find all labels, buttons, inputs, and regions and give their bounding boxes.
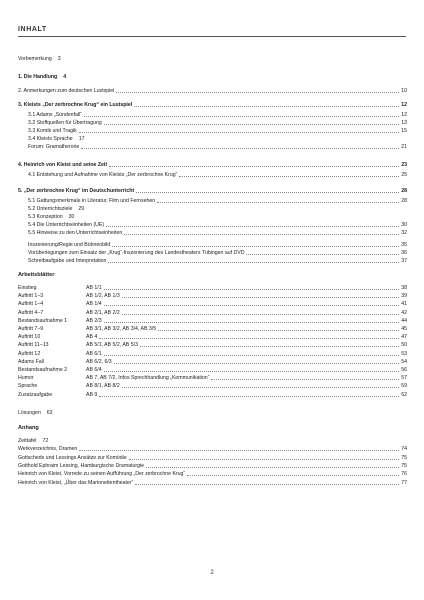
- toc-entry-label: Zeittafel: [18, 437, 37, 444]
- toc-subentry: [18, 213, 407, 221]
- arbeitsblatt-ref: AB 6/1: [86, 350, 102, 357]
- toc-subentry: [18, 205, 407, 213]
- anhang-entry: [18, 445, 407, 453]
- arbeitsblatt-page: 59: [401, 383, 407, 390]
- arbeitsblatt-row: [18, 350, 407, 358]
- arbeitsblatt-row: [18, 284, 407, 292]
- leader-dots: [114, 358, 400, 364]
- arbeitsblatt-ref: AB 1/4: [86, 301, 102, 308]
- leader-dots: [99, 333, 399, 339]
- toc-entry-page: 28: [401, 188, 407, 194]
- toc-entry-label: Werkverzeichnis, Dramen: [18, 446, 78, 453]
- arbeitsblatt-ref: AB 4: [86, 334, 98, 341]
- toc-entry-page: 72: [42, 437, 49, 444]
- toc-entry-loesungen: [18, 409, 407, 417]
- leader-dots: [81, 143, 399, 149]
- toc-entry-page: 75: [401, 463, 407, 469]
- arbeitsblatt-label: Adams Fall: [18, 358, 44, 365]
- toc-entry-label: 4. Heinrich von Kleist und seine Zeit: [18, 162, 108, 168]
- toc-subentry: [18, 241, 407, 249]
- toc-entry-label: Vorbemerkung: [18, 56, 52, 62]
- arbeitsblatt-page: 50: [401, 342, 407, 349]
- leader-dots: [140, 341, 399, 347]
- arbeitsblatt-label: Auftritt 1–4: [18, 301, 44, 308]
- toc-entry-label: Heinrich von Kleist, „Über das Marionettentheater“: [18, 479, 134, 486]
- arbeitsblatt-row: [18, 333, 407, 341]
- toc-section: [18, 187, 407, 195]
- toc-entry-page: 12: [401, 112, 407, 118]
- leader-dots: [99, 391, 399, 397]
- arbeitsblatt-page: 54: [401, 358, 407, 365]
- anhang-entry: [18, 454, 407, 462]
- leader-dots: [158, 325, 399, 331]
- arbeitsblatt-label: Auftritt 4–7: [18, 309, 44, 316]
- arbeitsblatt-page: 44: [401, 317, 407, 324]
- anhang-heading: Anhang: [18, 424, 39, 431]
- toc-subentry: [18, 127, 407, 135]
- toc-entry-page: 74: [401, 446, 407, 453]
- toc-entry-page: 17: [78, 136, 85, 142]
- arbeitsblatt-ref: AB 6/2, 6/3: [86, 358, 112, 365]
- leader-dots: [112, 241, 399, 247]
- leader-dots: [104, 284, 400, 290]
- toc-entry-page: 13: [401, 120, 407, 126]
- arbeitsblatt-page: 45: [401, 326, 407, 332]
- toc-entry-vorbemerkung: [18, 55, 407, 63]
- arbeitsblatt-page: 56: [401, 367, 407, 373]
- arbeitsblatt-page: 47: [401, 334, 407, 341]
- leader-dots: [84, 111, 399, 117]
- leader-dots: [122, 309, 399, 315]
- arbeitsblatt-row: [18, 341, 407, 349]
- toc-entry-label: Heinrich von Kleist, Vorrede zu seinen Aufführung „Der zerbrochne Krug“: [18, 471, 186, 478]
- arbeitsblatt-row: [18, 366, 407, 374]
- toc-entry-label: 3.3 Komik und Tragik: [28, 128, 77, 134]
- toc-entry-page: 12: [401, 102, 407, 108]
- toc-section: [18, 73, 407, 81]
- leader-dots: [104, 119, 399, 125]
- toc-entry-page: 4: [63, 74, 67, 80]
- arbeitsblatt-row: [18, 374, 407, 382]
- arbeitsblatt-page: 53: [401, 350, 407, 357]
- leader-dots: [104, 317, 400, 323]
- leader-dots: [104, 350, 400, 356]
- arbeitsblatt-label: Auftritt 7–9: [18, 326, 44, 332]
- arbeitsblatt-label: Sprache: [18, 383, 38, 390]
- toc-entry-page: 76: [401, 471, 407, 478]
- toc-entry-label: Forum: Gramatherorie: [28, 144, 80, 150]
- arbeitsblatt-label: Bestandsaufnahme 1: [18, 317, 68, 324]
- arbeitsblatt-ref: AB 3/1, AB 3/2, AB 3/4, AB 3/5: [86, 326, 157, 332]
- arbeitsblatt-label: Bestandsaufnahme 2: [18, 367, 68, 373]
- toc-subentry: [18, 229, 407, 237]
- toc-entry-label: 2. Anmerkungen zum deutschen Lustspiel: [18, 88, 115, 94]
- toc-subentry: [18, 111, 407, 119]
- toc-subentry: [18, 171, 407, 179]
- arbeitsblatt-row: [18, 309, 407, 317]
- anhang-entry: [18, 437, 407, 445]
- arbeitsblatt-ref: AB 1/2, AB 1/3: [86, 293, 120, 300]
- arbeitsblatt-ref: AB 6/4: [86, 367, 102, 373]
- leader-dots: [136, 187, 399, 193]
- toc-entry-label: Gottscheds und Lessings Ansätze zur Komödie: [18, 454, 127, 461]
- arbeitsblatt-label: Zusatzaufgabe: [18, 391, 53, 398]
- toc-entry-label: 3.2 Stoffquellen für Übertragung: [28, 120, 102, 126]
- toc-entry-page: 77: [401, 479, 407, 486]
- leader-dots: [79, 127, 399, 133]
- arbeitsblatt-ref: AB 2/3: [86, 317, 102, 324]
- header-divider: [18, 36, 406, 37]
- toc-subentry: [18, 135, 407, 143]
- toc-entry-label: 5.5 Hinweise zu den Unterrichtseinheiten: [28, 230, 123, 236]
- toc-entry-page: 23: [401, 162, 407, 168]
- arbeitsblatt-row: [18, 382, 407, 390]
- toc-subentry: [18, 143, 407, 151]
- leader-dots: [104, 300, 400, 306]
- toc-entry-page: 30: [401, 222, 407, 228]
- arbeitsblatt-ref: AB 8/1, AB 8/2: [86, 383, 120, 390]
- toc-entry-label: Vorüberlegungen zum Einsatz der „Krug“-Inszenierung des Landestheaters Tübingen auf DVD: [28, 250, 245, 256]
- toc-entry-page: 35: [401, 242, 407, 248]
- toc-entry-label: Inszenierung/Regie und Bühnenbild: [28, 242, 111, 248]
- arbeitsblatt-ref: AB 1/1: [86, 285, 102, 291]
- leader-dots: [104, 366, 400, 372]
- leader-dots: [122, 292, 399, 298]
- leader-dots: [79, 445, 399, 451]
- leader-dots: [109, 161, 399, 167]
- toc-entry-page: 37: [401, 258, 407, 264]
- arbeitsblatt-row: [18, 391, 407, 399]
- arbeitsblatt-ref: AB 7, AB 7/2, Infos Sprechhandlung „Kommunikation“: [86, 375, 210, 382]
- toc-subentry: [18, 221, 407, 229]
- arbeitsblatt-page: 62: [401, 391, 407, 398]
- leader-dots: [129, 454, 400, 460]
- toc-subentry: [18, 249, 407, 257]
- arbeitsblatt-label: Einstieg: [18, 285, 37, 291]
- toc-entry-label: 3.1 Adams „Sündenfall“: [28, 112, 82, 118]
- leader-dots: [106, 221, 399, 227]
- arbeitsblatt-page: 42: [401, 309, 407, 316]
- anhang-entry: [18, 479, 407, 487]
- leader-dots: [124, 229, 399, 235]
- toc-entry-label: 5. „Der zerbrochne Krug“ im Deutschunterricht: [18, 188, 135, 194]
- arbeitsblatt-ref: AB 9: [86, 391, 98, 398]
- toc-entry-page: 30: [68, 214, 75, 220]
- arbeitsblatt-row: [18, 292, 407, 300]
- toc-entry-page: 29: [78, 206, 85, 212]
- arbeitsblaetter-heading: Arbeitsblätter: [18, 272, 55, 278]
- leader-dots: [146, 462, 399, 468]
- leader-dots: [246, 249, 399, 255]
- arbeitsblatt-page: 57: [401, 375, 407, 382]
- leader-dots: [179, 171, 399, 177]
- toc-section: [18, 87, 407, 95]
- arbeitsblatt-label: Auftritt 11–13: [18, 342, 49, 349]
- toc-entry-page: 32: [401, 230, 407, 236]
- toc-entry-page: 75: [401, 454, 407, 461]
- toc-entry-page: 3: [57, 56, 61, 62]
- toc-entry-page: 28: [401, 198, 407, 204]
- toc-entry-label: 3.4 Kleists Sprache: [28, 136, 73, 142]
- arbeitsblatt-label: Auftritt 1–3: [18, 293, 44, 300]
- toc-section: [18, 161, 407, 169]
- page-number: 2: [210, 570, 214, 576]
- arbeitsblatt-label: Auftritt 10: [18, 334, 41, 341]
- arbeitsblatt-label: Humor: [18, 375, 34, 382]
- toc-entry-label: 1. Die Handlung: [18, 74, 58, 80]
- arbeitsblatt-row: [18, 358, 407, 366]
- leader-dots: [122, 382, 399, 388]
- anhang-entry: [18, 470, 407, 478]
- toc-subentry: [18, 257, 407, 265]
- anhang-entry: [18, 462, 407, 470]
- leader-dots: [108, 257, 399, 263]
- arbeitsblatt-page: 39: [401, 293, 407, 300]
- leader-dots: [116, 87, 399, 93]
- arbeitsblatt-row: [18, 300, 407, 308]
- leader-dots: [211, 374, 399, 380]
- page-header-title: INHALT: [18, 26, 47, 33]
- toc-entry-label: 5.1 Gattungsmerkmale in Literatur, Film und Fernsehen: [28, 198, 156, 204]
- toc-entry-label: Lösungen: [18, 409, 41, 416]
- toc-entry-label: Gotthold Ephraim Lessing, Hamburgische Dramaturgie: [18, 463, 144, 469]
- leader-dots: [134, 101, 399, 107]
- toc-entry-page: 63: [46, 409, 53, 416]
- toc-subentry: [18, 119, 407, 127]
- toc-entry-label: 3. Kleists „Der zerbrochne Krug“ ein Lustspiel: [18, 102, 133, 108]
- toc-entry-label: Schreibaufgabe und Interpretation: [28, 258, 107, 264]
- arbeitsblatt-page: 38: [401, 285, 407, 291]
- toc-entry-label: 4.1 Entstehung und Aufnahme von Kleists „Der zerbrochne Krug“: [28, 172, 178, 178]
- arbeitsblatt-row: [18, 325, 407, 333]
- toc-section: [18, 101, 407, 109]
- toc-entry-page: 10: [401, 88, 407, 94]
- toc-entry-label: 5.4 Die Unterrichtseinheiten (UE): [28, 222, 105, 228]
- toc-subentry: [18, 197, 407, 205]
- arbeitsblatt-ref: AB 2/1, AB 2/2: [86, 309, 120, 316]
- leader-dots: [187, 470, 399, 476]
- leader-dots: [157, 197, 399, 203]
- arbeitsblatt-row: [18, 317, 407, 325]
- leader-dots: [135, 479, 399, 485]
- toc-entry-page: 36: [401, 250, 407, 256]
- toc-entry-page: 25: [401, 172, 407, 178]
- toc-entry-label: 5.2 Unterrichtsziele: [28, 206, 73, 212]
- toc-entry-page: 15: [401, 128, 407, 134]
- toc-entry-page: 21: [401, 144, 407, 150]
- toc-entry-label: 5.3 Konzeption: [28, 214, 63, 220]
- arbeitsblatt-page: 41: [401, 301, 407, 308]
- arbeitsblatt-ref: AB 5/1, AB 5/2, AB 5/3: [86, 342, 138, 349]
- arbeitsblatt-label: Auftritt 12: [18, 350, 41, 357]
